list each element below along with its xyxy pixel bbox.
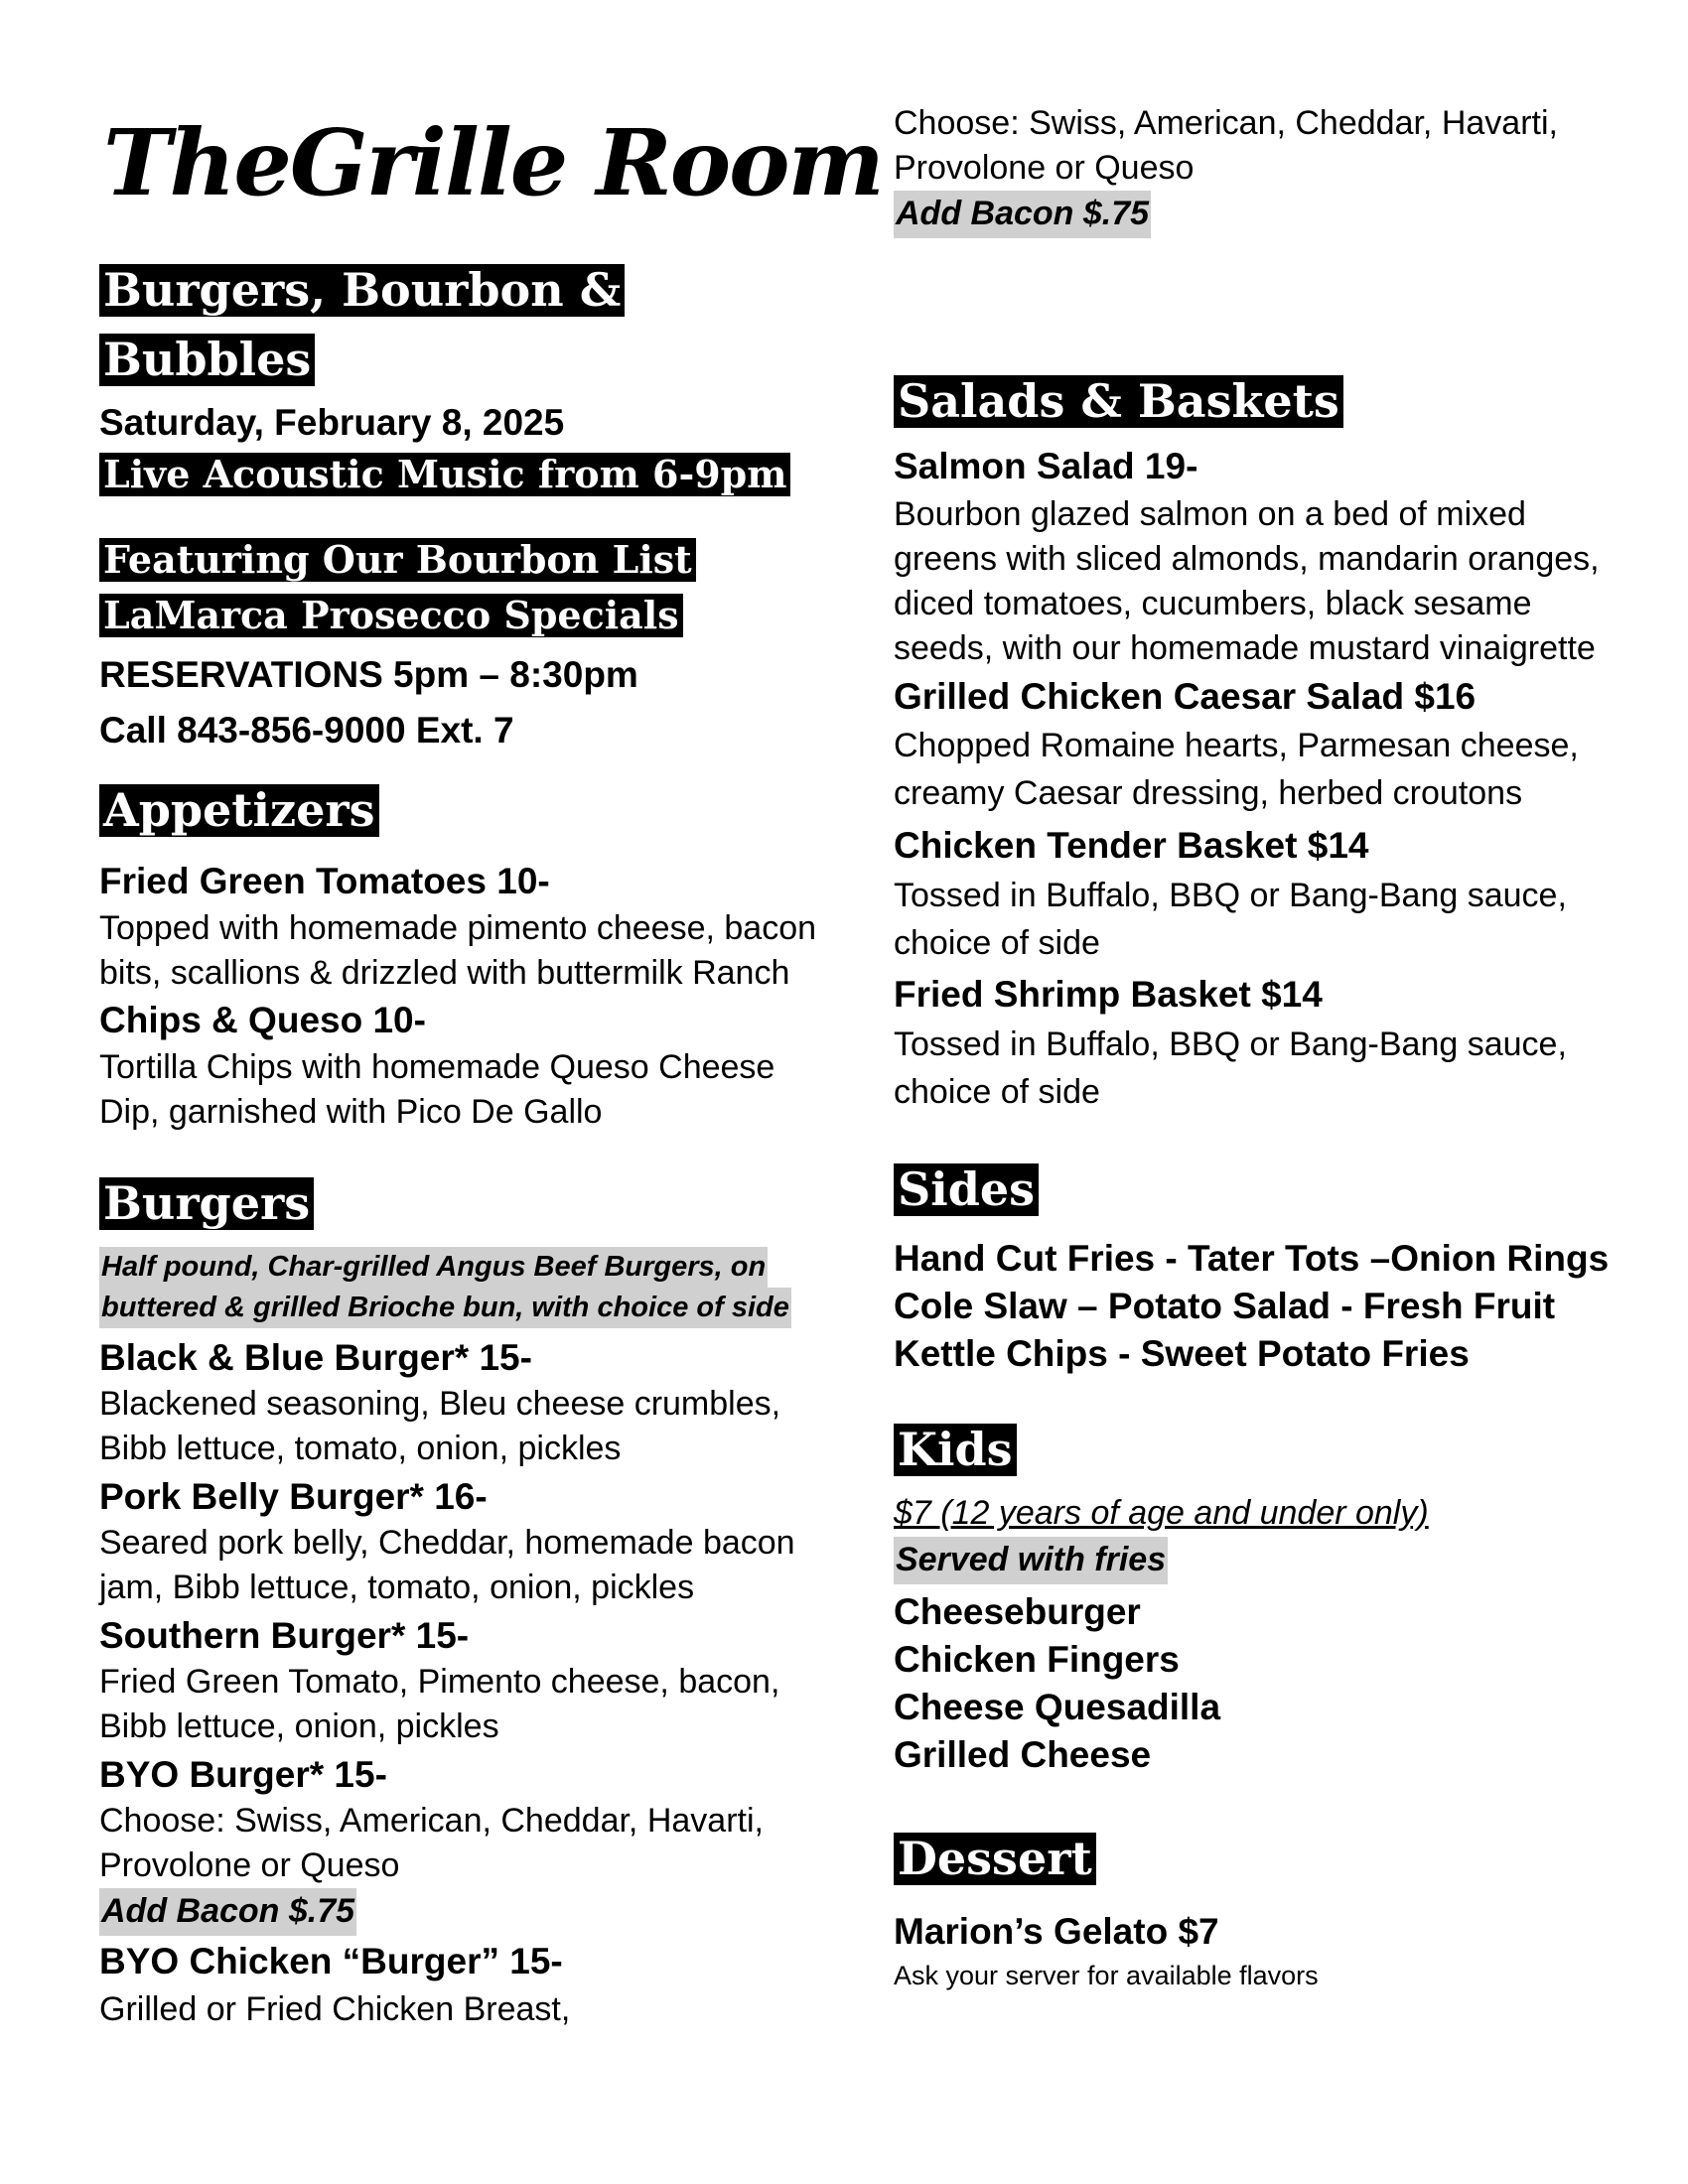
addon-note: Add Bacon $.75: [894, 191, 1151, 238]
feature-bourbon-banner: Featuring Our Bourbon List: [99, 538, 696, 582]
menu-item-desc: diced tomatoes, cucumbers, black sesame: [894, 585, 1532, 622]
menu-item-name: Pork Belly Burger* 16-: [99, 1476, 488, 1517]
event-title-line1: Burgers, Bourbon &: [99, 264, 625, 317]
dessert-heading: Dessert: [894, 1833, 1096, 1885]
menu-item-desc: Grilled or Fried Chicken Breast,: [99, 1990, 571, 2028]
sides-heading: Sides: [894, 1163, 1039, 1216]
menu-item-name: Chicken Tender Basket $14: [894, 825, 1369, 866]
phone-text: Call 843-856-9000 Ext. 7: [99, 710, 514, 751]
menu-item-name: Southern Burger* 15-: [99, 1615, 470, 1656]
menu-item-name: Grilled Chicken Caesar Salad $16: [894, 676, 1477, 717]
kids-served-note: Served with fries: [894, 1537, 1168, 1584]
burgers-note: Half pound, Char-grilled Angus Beef Burgers, on: [99, 1247, 768, 1288]
menu-item-desc: choice of side: [894, 924, 1100, 962]
salads-heading: Salads & Baskets: [894, 375, 1343, 428]
menu-item-name: Black & Blue Burger* 15-: [99, 1337, 532, 1378]
menu-item-desc: Chopped Romaine hearts, Parmesan cheese,: [894, 727, 1579, 764]
sides-line: Kettle Chips - Sweet Potato Fries: [894, 1333, 1470, 1374]
menu-item-desc: choice of side: [894, 1073, 1100, 1111]
sides-line: Hand Cut Fries - Tater Tots –Onion Rings: [894, 1238, 1610, 1279]
kids-item: Cheese Quesadilla: [894, 1687, 1221, 1727]
kids-price-note: $7 (12 years of age and under only): [894, 1494, 1429, 1532]
dessert-item: Marion’s Gelato $7: [894, 1911, 1219, 1952]
menu-item-name: Fried Shrimp Basket $14: [894, 974, 1323, 1015]
burgers-note: buttered & grilled Brioche bun, with choice of side: [99, 1288, 791, 1328]
menu-item-desc: Seared pork belly, Cheddar, homemade bacon: [99, 1524, 795, 1562]
appetizers-heading: Appetizers: [99, 784, 379, 837]
menu-item-desc: greens with sliced almonds, mandarin oranges,: [894, 540, 1600, 578]
menu-item-name: BYO Burger* 15-: [99, 1754, 387, 1795]
menu-item-desc: Bibb lettuce, tomato, onion, pickles: [99, 1430, 622, 1467]
event-title-line2: Bubbles: [99, 334, 315, 386]
menu-item-desc: Bibb lettuce, onion, pickles: [99, 1707, 499, 1745]
kids-item: Chicken Fingers: [894, 1639, 1180, 1680]
kids-item: Grilled Cheese: [894, 1734, 1152, 1775]
menu-item-desc: Dip, garnished with Pico De Gallo: [99, 1093, 603, 1131]
menu-item-desc: seeds, with our homemade mustard vinaigrette: [894, 629, 1596, 667]
menu-item-desc: Blackened seasoning, Bleu cheese crumbles,: [99, 1385, 781, 1423]
kids-item: Cheeseburger: [894, 1591, 1141, 1632]
menu-item-name: BYO Chicken “Burger” 15-: [99, 1941, 563, 1981]
menu-item-desc: Provolone or Queso: [99, 1846, 400, 1884]
menu-item-desc: Topped with homemade pimento cheese, bacon: [99, 909, 817, 947]
menu-item-desc: Tossed in Buffalo, BBQ or Bang-Bang sauce,: [894, 877, 1567, 914]
restaurant-logo: TheGrille Room: [103, 109, 883, 216]
menu-item-desc: Tossed in Buffalo, BBQ or Bang-Bang sauce,: [894, 1025, 1567, 1063]
menu-item-desc: Tortilla Chips with homemade Queso Cheese: [99, 1048, 775, 1086]
reservations-text: RESERVATIONS 5pm – 8:30pm: [99, 654, 638, 695]
menu-item-desc: Provolone or Queso: [894, 149, 1195, 187]
menu-item-name: Salmon Salad 19-: [894, 446, 1198, 486]
menu-item-desc: creamy Caesar dressing, herbed croutons: [894, 774, 1523, 812]
event-date: Saturday, February 8, 2025: [99, 402, 565, 443]
feature-prosecco-banner: LaMarca Prosecco Specials: [99, 594, 683, 637]
addon-note: Add Bacon $.75: [99, 1888, 356, 1936]
menu-item-desc: Choose: Swiss, American, Cheddar, Havarti,: [894, 104, 1558, 142]
dessert-note: Ask your server for available flavors: [894, 1961, 1319, 1990]
menu-item-desc: bits, scallions & drizzled with buttermilk Ranch: [99, 954, 790, 992]
menu-item-name: Fried Green Tomatoes 10-: [99, 861, 550, 901]
menu-item-name: Chips & Queso 10-: [99, 1000, 426, 1040]
menu-item-desc: Fried Green Tomato, Pimento cheese, bacon,: [99, 1663, 780, 1701]
menu-item-desc: Bourbon glazed salmon on a bed of mixed: [894, 495, 1526, 533]
live-music-banner: Live Acoustic Music from 6-9pm: [99, 453, 790, 496]
sides-line: Cole Slaw – Potato Salad - Fresh Fruit: [894, 1286, 1556, 1326]
menu-item-desc: jam, Bibb lettuce, tomato, onion, pickles: [99, 1569, 695, 1606]
menu-item-desc: Choose: Swiss, American, Cheddar, Havarti,: [99, 1802, 764, 1840]
kids-heading: Kids: [894, 1424, 1017, 1476]
burgers-heading: Burgers: [99, 1177, 314, 1230]
